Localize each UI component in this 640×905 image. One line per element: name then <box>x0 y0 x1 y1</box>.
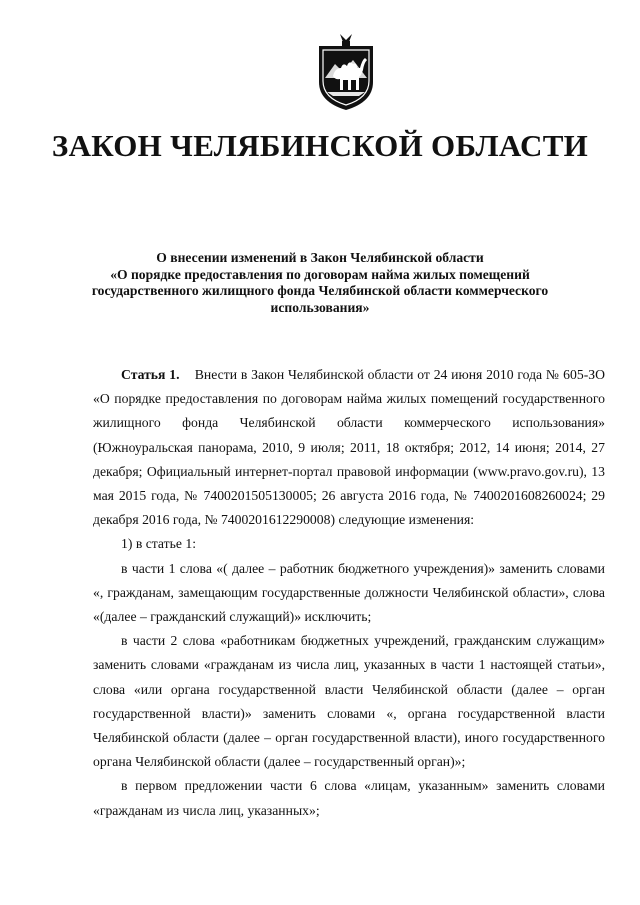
subtitle-line: О внесении изменений в Закон Челябинской области <box>156 250 484 265</box>
paragraph-text: Внести в Закон Челябинской области от 24 июня 2010 года № 605-ЗО «О порядке предоставления по договорам найма жилых помещений государственного жилищного фонда Челябинской области коммерческого использования» (Южноуральская панорама, 2010, 9 июля; 2011, 18 октября; 2012, 14 июня; 2014, 27 декабря; Официальный интернет-портал правовой информации (www.pravo.gov.ru), 13 мая 2015 года, № 7400201505130005; 26 августа 2016 года, № 7400201608260024; 29 декабря 2016 года, № 7400201612290008) следующие изменения: <box>93 367 606 528</box>
chelyabinsk-coat-of-arms-icon <box>313 30 379 112</box>
law-body <box>93 363 605 823</box>
subtitle-line: «О порядке предоставления по договорам найма жилых помещений <box>110 266 530 282</box>
subtitle-line: использования» <box>270 299 370 315</box>
amendment-paragraph: в первом предложении части 6 слова «лицам, указанным» заменить словами «гражданам из числа лиц, указанных»; <box>93 778 605 818</box>
article-label: Статья 1. <box>121 367 180 382</box>
law-title: ЗАКОН ЧЕЛЯБИНСКОЙ ОБЛАСТИ <box>51 128 589 163</box>
list-item: 1) в статье 1: <box>121 536 197 552</box>
amendment-paragraph: в части 1 слова «( далее – работник бюджетного учреждения)» заменить словами «, гражданам, замещающим государственные должности Челябинской области», слова «(далее – гражданский служащий)» исключить; <box>93 560 605 625</box>
article-1-paragraph <box>93 363 605 532</box>
subtitle-line: государственного жилищного фонда Челябинской области коммерческого <box>91 283 549 298</box>
law-subtitle <box>60 250 580 316</box>
amendment-paragraph: в части 2 слова «работникам бюджетных учреждений, гражданским служащим» заменить словами «гражданам из числа лиц, указанных в части 1 настоящей статьи», слова «или органа государственной власти Челябинской области (далее – орган государственной власти)» заменить словами «, органа государственной власти Челябинской области (далее – орган государственной власти), иного государственного органа Челябинской области (далее – государственный орган)»; <box>93 633 605 770</box>
